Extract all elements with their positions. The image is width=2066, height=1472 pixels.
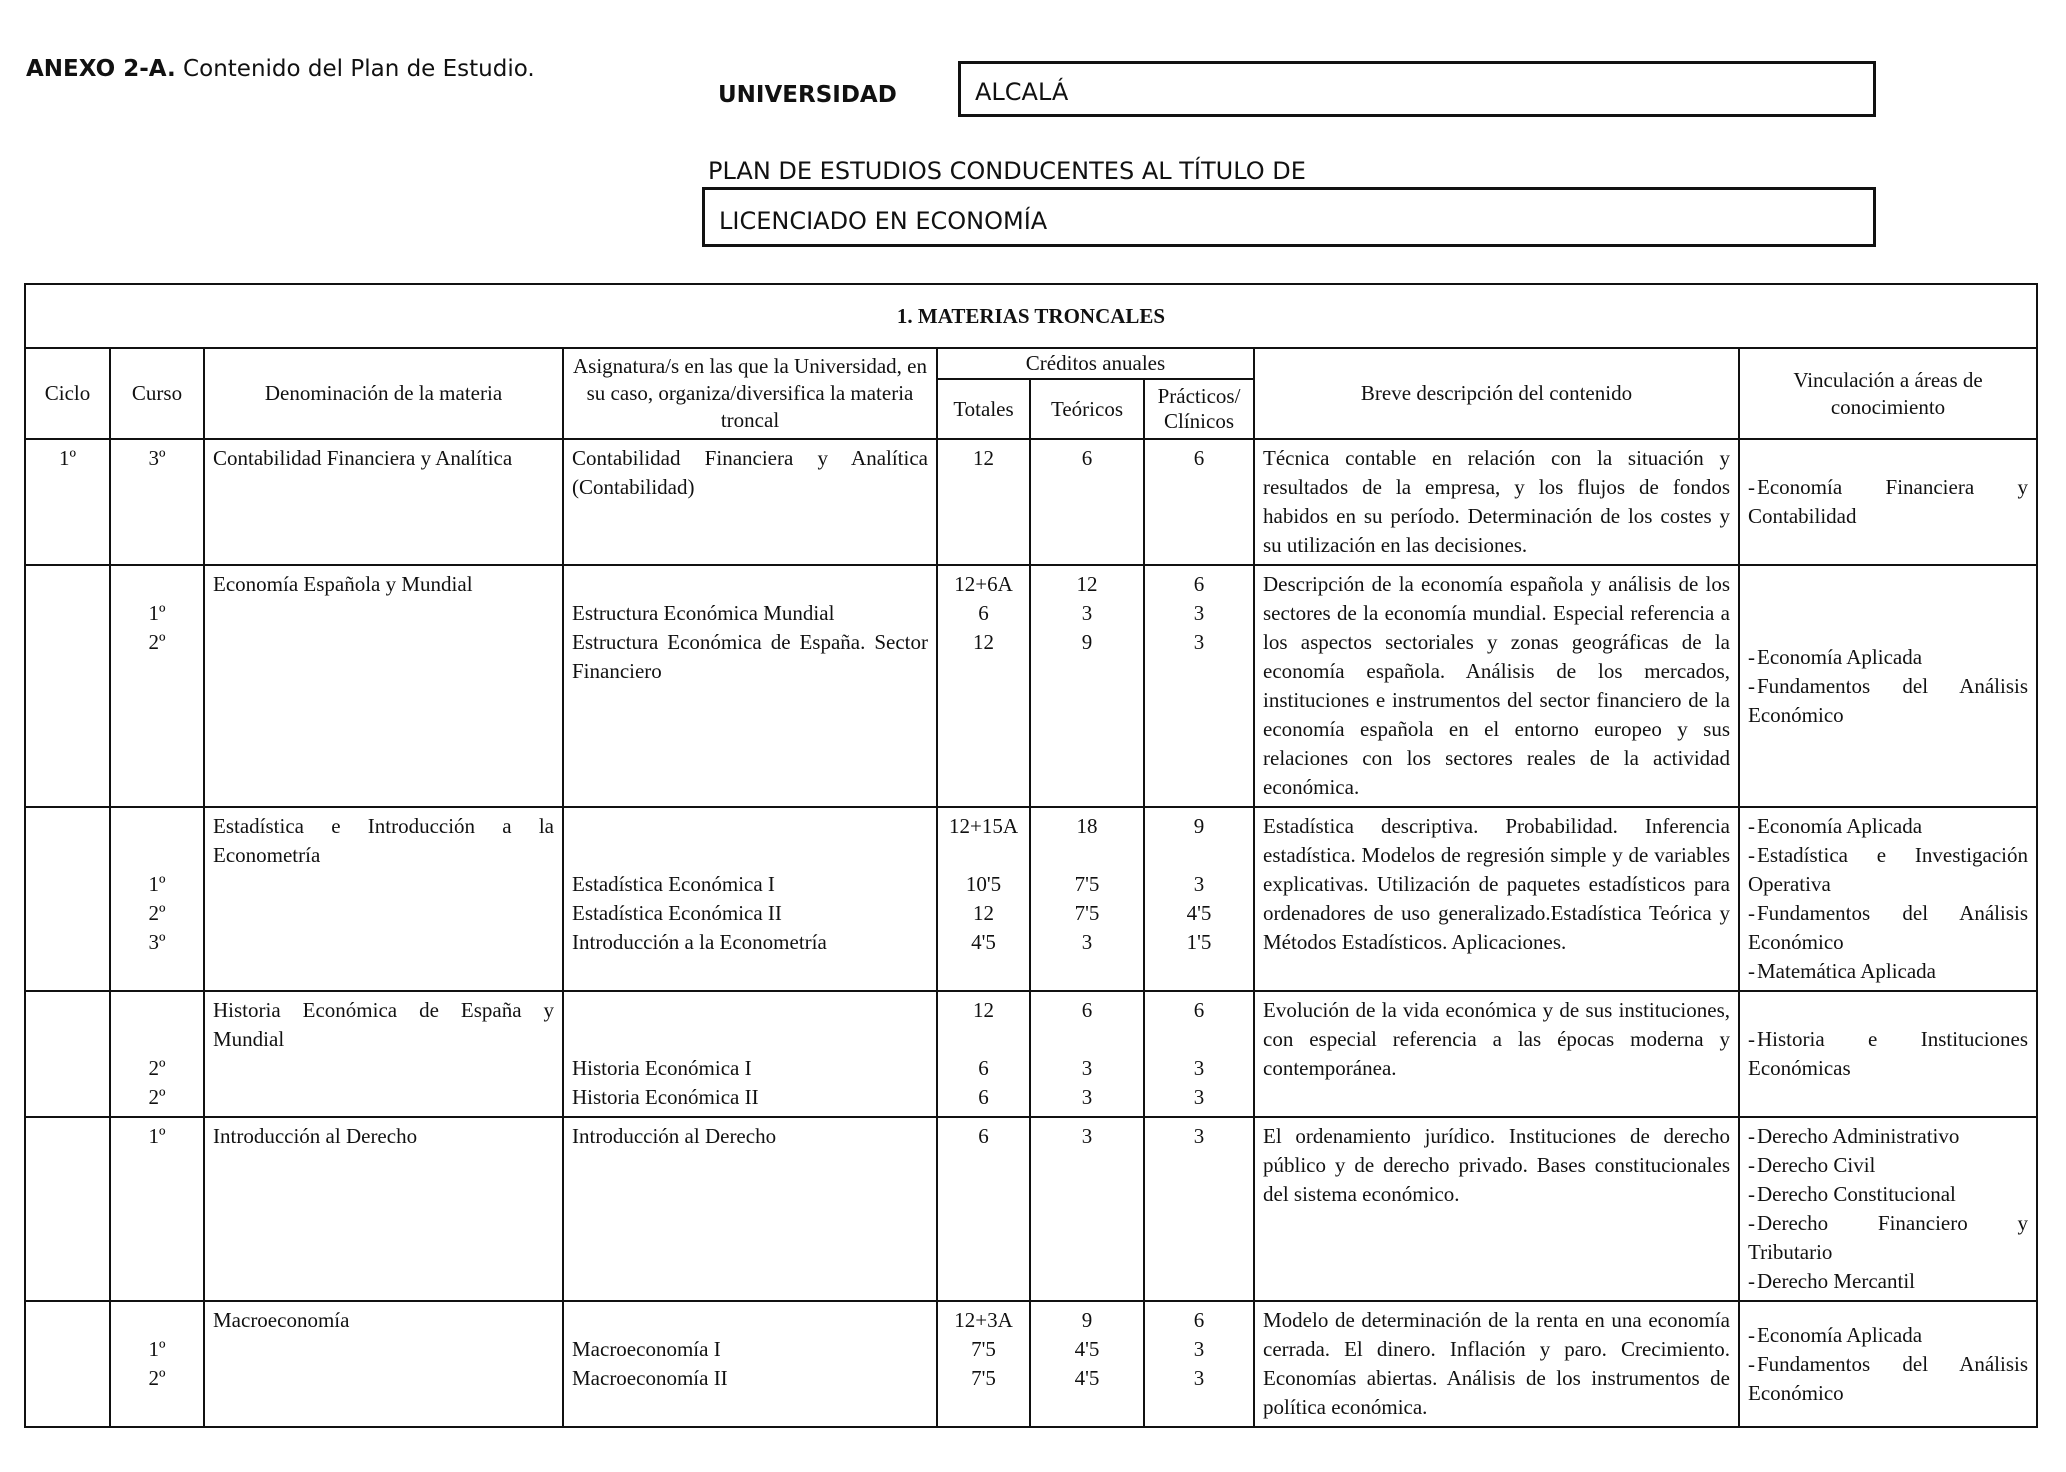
totales-value: 12 [973,446,994,470]
totales-value: 12+15A [948,814,1018,838]
practicos-value: 3 [1193,1366,1205,1390]
section-title: 1. MATERIAS TRONCALES [25,284,2037,348]
teoricos-cell [1030,439,1144,565]
teoricos-value: 6 [1081,998,1093,1022]
practicos-value: 3 [1193,1337,1205,1361]
vinculacion-item: - Derecho Administrativo [1748,1122,2028,1151]
table-row [25,1117,2037,1301]
vinculacion-item: - Economía Aplicada [1748,1321,2028,1350]
curso-cell [110,565,204,807]
header-asignatura: Asignatura/s en las que la Universidad, en su caso, organiza/diversifica la materia troncal [563,348,937,439]
curso-cell [110,991,204,1117]
asignatura-value: Estadística Económica I [572,872,775,896]
university-box [958,61,1876,117]
totales-value: 6 [978,1085,989,1109]
vinculacion-item: - Economía Aplicada [1748,643,2028,672]
vinculacion-item: - Estadística e Investigación Operativa [1748,841,2028,899]
table-row [25,991,2037,1117]
curso-value [119,996,195,1025]
header-totales: Totales [937,379,1030,439]
curso-value: 3º [148,930,166,954]
asignatura-value: Introducción al Derecho [572,1124,777,1148]
vinculacion-cell [1739,991,2037,1117]
vinculacion-item: - Economía Aplicada [1748,812,2028,841]
totales-cell [937,991,1030,1117]
practicos-value: 3 [1193,630,1205,654]
teoricos-value: 7'5 [1074,901,1100,925]
ciclo-cell [25,565,110,807]
totales-cell [937,439,1030,565]
vinculacion-cell [1739,439,2037,565]
vinculacion-cell [1739,1301,2037,1427]
totales-value: 12+6A [954,572,1013,596]
curso-value: 2º [148,1366,166,1390]
vinculacion-cell [1739,1117,2037,1301]
table-row [25,807,2037,991]
plan-label: PLAN DE ESTUDIOS CONDUCENTES AL TÍTULO DE [708,157,1306,185]
teoricos-value: 9 [1081,630,1093,654]
totales-cell [937,565,1030,807]
practicos-cell [1144,439,1254,565]
practicos-value: 9 [1193,814,1205,838]
asignatura-cell [563,565,937,807]
subjects-table [24,283,2038,1428]
curso-value: 2º [148,630,166,654]
asignatura-value [572,570,928,599]
teoricos-cell [1030,991,1144,1117]
university-label: UNIVERSIDAD [718,82,897,108]
totales-value [946,1025,1021,1054]
asignatura-value: Historia Económica I [572,1056,752,1080]
descripcion-cell: Modelo de determinación de la renta en una economía cerrada. El dinero. Inflación y paro. Crecimiento. Economías abiertas. Análisis de los instrumentos de política económica. [1254,1301,1739,1427]
totales-value: 10'5 [965,872,1002,896]
practicos-value: 3 [1193,1085,1205,1109]
curso-cell [110,1117,204,1301]
materia-cell: Historia Económica de España y Mundial [204,991,563,1117]
teoricos-value: 7'5 [1074,872,1100,896]
materia-cell: Estadística e Introducción a la Econometría [204,807,563,991]
teoricos-value: 3 [1081,601,1093,625]
practicos-value: 3 [1193,1056,1205,1080]
totales-value: 7'5 [971,1366,996,1390]
table-body [25,439,2037,1427]
curso-cell [110,1301,204,1427]
practicos-cell [1144,1117,1254,1301]
teoricos-value: 4'5 [1074,1337,1100,1361]
practicos-value: 4'5 [1186,901,1212,925]
totales-value: 6 [978,1124,989,1148]
vinculacion-cell [1739,565,2037,807]
teoricos-value: 9 [1081,1308,1093,1332]
teoricos-cell [1030,1117,1144,1301]
table-row [25,1301,2037,1427]
vinculacion-item: - Fundamentos del Análisis Económico [1748,1350,2028,1408]
asignatura-value [572,996,928,1025]
teoricos-cell [1030,807,1144,991]
ciclo-cell [25,1117,110,1301]
degree-title-value: LICENCIADO EN ECONOMÍA [719,207,1048,235]
vinculacion-item: - Derecho Financiero y Tributario [1748,1209,2028,1267]
header-vinculacion: Vinculación a áreas de conocimiento [1739,348,2037,439]
descripcion-cell: El ordenamiento jurídico. Instituciones de derecho público y de derecho privado. Bases constitucionales del sistema económico. [1254,1117,1739,1301]
curso-value: 1º [148,601,166,625]
practicos-cell [1144,807,1254,991]
teoricos-value [1039,841,1135,870]
header-curso: Curso [110,348,204,439]
vinculacion-item: - Historia e Instituciones Económicas [1748,1025,2028,1083]
ciclo-cell [25,807,110,991]
totales-value: 7'5 [971,1337,996,1361]
asignatura-value: Historia Económica II [572,1085,759,1109]
totales-value: 12 [973,630,994,654]
asignatura-value: Macroeconomía II [572,1366,728,1390]
vinculacion-item: - Economía Financiera y Contabilidad [1748,473,2028,531]
teoricos-value: 3 [1081,1085,1093,1109]
practicos-cell [1144,991,1254,1117]
materia-cell: Introducción al Derecho [204,1117,563,1301]
header-practicos: Prácticos/ Clínicos [1144,379,1254,439]
asignatura-cell [563,807,937,991]
curso-value: 1º [148,1337,166,1361]
vinculacion-cell [1739,807,2037,991]
asignatura-value [572,841,928,870]
curso-value [119,1306,195,1335]
asignatura-value [572,1025,928,1054]
ciclo-cell [25,991,110,1117]
vinculacion-item: - Fundamentos del Análisis Económico [1748,672,2028,730]
asignatura-value [572,812,928,841]
teoricos-value: 6 [1081,446,1093,470]
table-row [25,565,2037,807]
asignatura-cell [563,1117,937,1301]
teoricos-value: 3 [1081,930,1093,954]
annex-title: Contenido del Plan de Estudio. [175,56,535,82]
asignatura-value: Contabilidad Financiera y Analítica (Contabilidad) [572,446,928,499]
descripcion-cell: Técnica contable en relación con la situación y resultados de la empresa, y los flujos de fondos habidos en su período. Determinación de los costes y su utilización en las decisiones. [1254,439,1739,565]
asignatura-value: Estructura Económica Mundial [572,601,835,625]
curso-value [119,1025,195,1054]
practicos-value [1153,1025,1245,1054]
curso-cell [110,439,204,565]
curso-value [119,812,195,841]
teoricos-value: 3 [1081,1124,1093,1148]
totales-value: 12 [973,998,994,1022]
asignatura-value: Estructura Económica de España. Sector Financiero [572,630,928,683]
practicos-value: 6 [1193,572,1205,596]
totales-cell [937,1301,1030,1427]
practicos-value: 3 [1193,1124,1205,1148]
asignatura-cell [563,991,937,1117]
curso-value: 3º [148,446,166,470]
totales-cell [937,1117,1030,1301]
curso-value: 1º [148,872,166,896]
teoricos-cell [1030,565,1144,807]
vinculacion-item: - Derecho Constitucional [1748,1180,2028,1209]
practicos-value [1153,841,1245,870]
header-descripcion: Breve descripción del contenido [1254,348,1739,439]
totales-value: 4'5 [971,930,996,954]
teoricos-cell [1030,1301,1144,1427]
practicos-value: 3 [1193,601,1205,625]
asignatura-value: Estadística Económica II [572,901,782,925]
materia-cell: Economía Española y Mundial [204,565,563,807]
teoricos-value [1039,1025,1135,1054]
curso-value: 1º [148,1124,166,1148]
asignatura-value: Macroeconomía I [572,1337,721,1361]
teoricos-value: 4'5 [1074,1366,1100,1390]
totales-value: 12+3A [954,1308,1013,1332]
teoricos-value: 18 [1076,814,1098,838]
teoricos-value: 3 [1081,1056,1093,1080]
asignatura-cell [563,1301,937,1427]
totales-value [946,841,1021,870]
curso-value: 2º [148,901,166,925]
totales-cell [937,807,1030,991]
degree-title-box [702,187,1876,247]
annex-number: ANEXO 2-A. [26,56,176,82]
curso-cell [110,807,204,991]
materia-cell: Contabilidad Financiera y Analítica [204,439,563,565]
practicos-cell [1144,1301,1254,1427]
vinculacion-item: - Derecho Mercantil [1748,1267,2028,1296]
vinculacion-item: - Matemática Aplicada [1748,957,2028,986]
curso-value [119,570,195,599]
practicos-cell [1144,565,1254,807]
teoricos-value: 12 [1076,572,1098,596]
curso-value: 2º [148,1056,166,1080]
curso-value: 2º [148,1085,166,1109]
header-creditos: Créditos anuales [937,348,1254,379]
asignatura-value [572,1306,928,1335]
annex-heading [26,56,535,82]
vinculacion-item: - Derecho Civil [1748,1151,2028,1180]
practicos-value: 6 [1193,998,1205,1022]
university-value: ALCALÁ [975,78,1069,106]
vinculacion-item: - Fundamentos del Análisis Económico [1748,899,2028,957]
header-teoricos: Teóricos [1030,379,1144,439]
header-ciclo: Ciclo [25,348,110,439]
header-denominacion: Denominación de la materia [204,348,563,439]
practicos-value: 6 [1193,446,1205,470]
table-row [25,439,2037,565]
descripcion-cell: Descripción de la economía española y análisis de los sectores de la economía mundial. Especial referencia a los aspectos sectoriales y zonas geográficas de la economía española. Análisis de los mercados, instituciones e instrumentos del sector financiero de la economía española en el entorno europeo y sus relaciones con los sectores reales de la actividad económica. [1254,565,1739,807]
totales-value: 12 [973,901,994,925]
descripcion-cell: Estadística descriptiva. Probabilidad. Inferencia estadística. Modelos de regresión simple y de variables explicativas. Utilización de paquetes estadísticos para ordenadores de uso generalizado.Estadística Teórica y Métodos Estadísticos. Aplicaciones. [1254,807,1739,991]
ciclo-cell [25,1301,110,1427]
materia-cell: Macroeconomía [204,1301,563,1427]
asignatura-value: Introducción a la Econometría [572,930,827,954]
practicos-value: 6 [1193,1308,1205,1332]
curso-value [119,841,195,870]
totales-value: 6 [978,601,989,625]
totales-value: 6 [978,1056,989,1080]
descripcion-cell: Evolución de la vida económica y de sus instituciones, con especial referencia a las épocas moderna y contemporánea. [1254,991,1739,1117]
ciclo-cell: 1º [25,439,110,565]
asignatura-cell [563,439,937,565]
practicos-value: 1'5 [1186,930,1212,954]
practicos-value: 3 [1193,872,1205,896]
